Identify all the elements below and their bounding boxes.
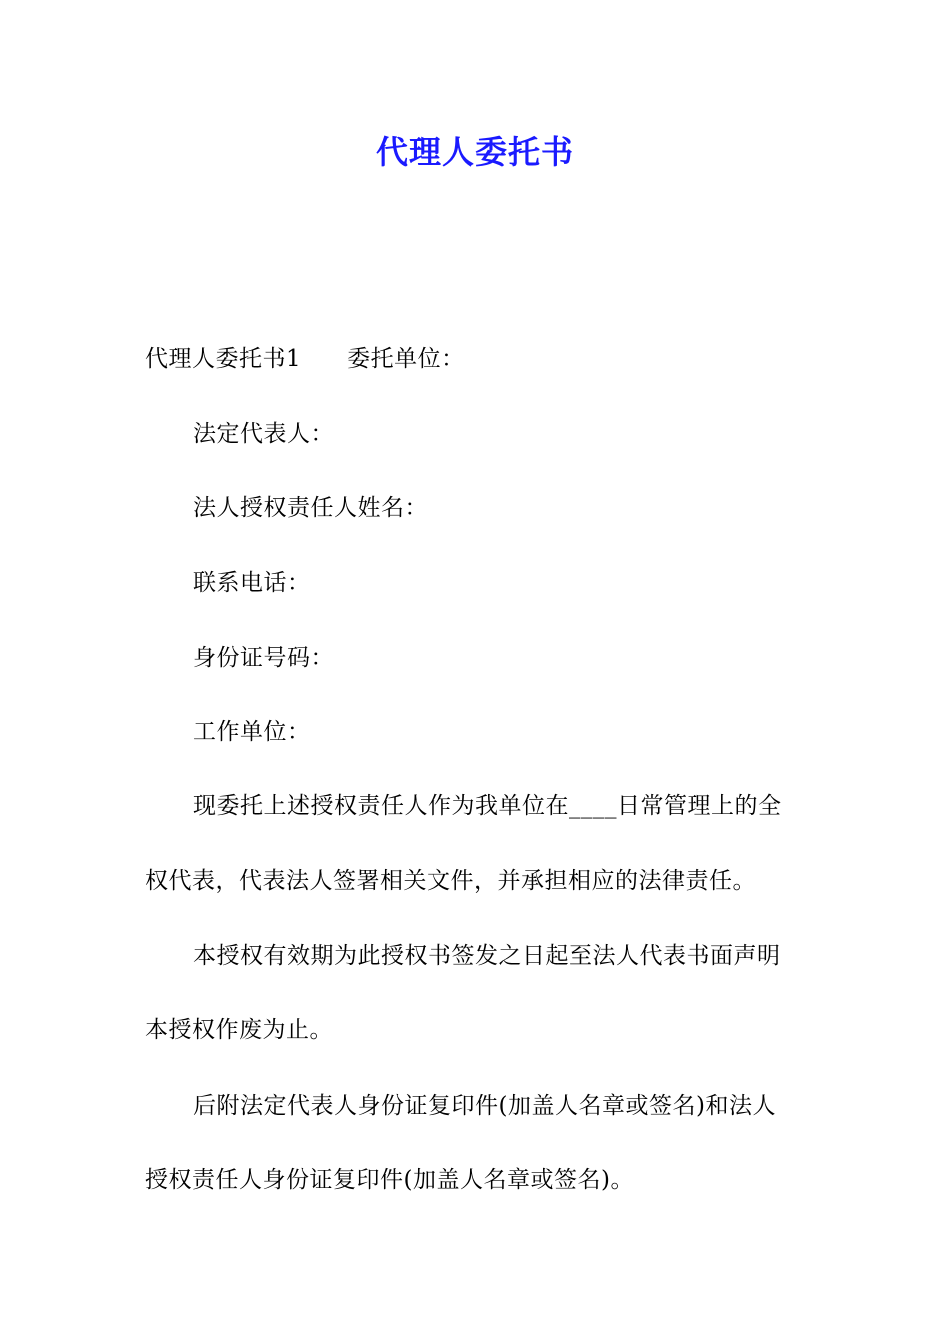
document-title: 代理人委托书: [375, 133, 574, 171]
paragraph-2-line-2: 本授权作废为止。: [145, 1017, 333, 1043]
paragraph-3-line-1: 后附法定代表人身份证复印件(加盖人名章或签名)和法人: [193, 1093, 776, 1119]
paragraph-3-line-2: 授权责任人身份证复印件(加盖人名章或签名)。: [145, 1167, 634, 1193]
legal-representative-field: 法定代表人：: [193, 421, 334, 447]
entrusting-unit-field: 委托单位：: [347, 346, 465, 372]
intro-heading: 代理人委托书1: [145, 346, 302, 372]
paragraph-2-line-1: 本授权有效期为此授权书签发之日起至法人代表书面声明: [193, 943, 781, 969]
paragraph-1-line-1: 现委托上述授权责任人作为我单位在____日常管理上的全: [193, 793, 782, 819]
work-unit-field: 工作单位：: [193, 719, 311, 745]
first-line: [145, 342, 465, 376]
paragraph-1-line-2: 权代表，代表法人签署相关文件，并承担相应的法律责任。: [145, 868, 756, 894]
authorized-person-name-field: 法人授权责任人姓名：: [193, 495, 428, 521]
id-number-field: 身份证号码：: [193, 645, 334, 671]
phone-field: 联系电话：: [193, 570, 311, 596]
